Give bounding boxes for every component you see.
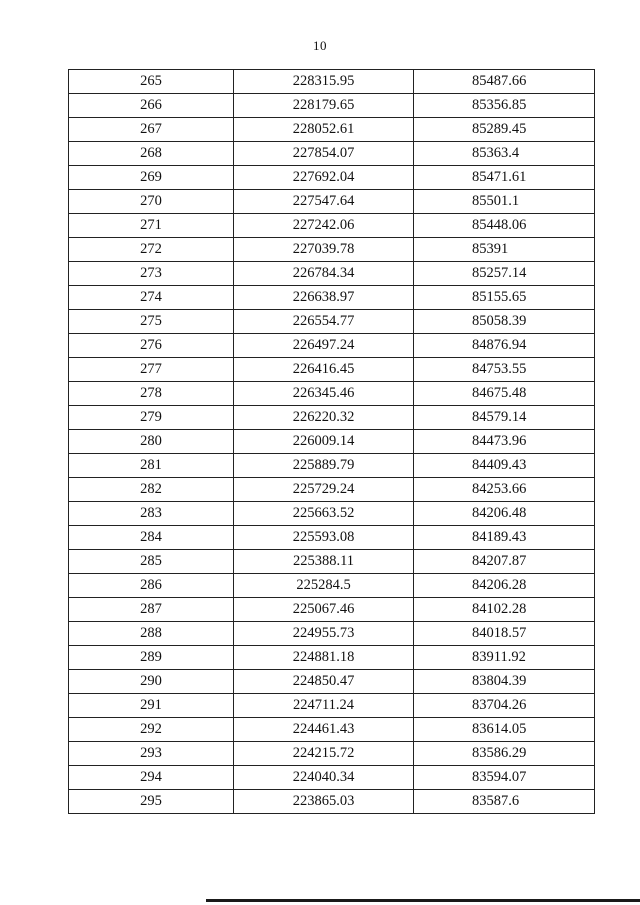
point-number-cell: 272 xyxy=(69,238,234,262)
x-coordinate-cell: 227242.06 xyxy=(234,214,414,238)
table-row xyxy=(69,94,595,118)
y-coordinate-cell: 84207.87 xyxy=(414,550,595,574)
point-number-cell: 288 xyxy=(69,622,234,646)
point-number-cell: 287 xyxy=(69,598,234,622)
point-number-cell: 284 xyxy=(69,526,234,550)
table-row xyxy=(69,622,595,646)
table-row xyxy=(69,166,595,190)
y-coordinate-cell: 85501.1 xyxy=(414,190,595,214)
table-row xyxy=(69,718,595,742)
x-coordinate-cell: 224040.34 xyxy=(234,766,414,790)
point-number-cell: 292 xyxy=(69,718,234,742)
table-row xyxy=(69,454,595,478)
x-coordinate-cell: 228315.95 xyxy=(234,70,414,94)
y-coordinate-cell: 84102.28 xyxy=(414,598,595,622)
page-number: 10 xyxy=(313,38,327,53)
x-coordinate-cell: 226638.97 xyxy=(234,286,414,310)
point-number-cell: 275 xyxy=(69,310,234,334)
table-row xyxy=(69,238,595,262)
point-number-cell: 294 xyxy=(69,766,234,790)
y-coordinate-cell: 85363.4 xyxy=(414,142,595,166)
table-row xyxy=(69,142,595,166)
y-coordinate-cell: 85391 xyxy=(414,238,595,262)
x-coordinate-cell: 226416.45 xyxy=(234,358,414,382)
y-coordinate-cell: 85448.06 xyxy=(414,214,595,238)
point-number-cell: 265 xyxy=(69,70,234,94)
y-coordinate-cell: 85471.61 xyxy=(414,166,595,190)
table-row xyxy=(69,286,595,310)
table-row xyxy=(69,430,595,454)
coordinate-table-container xyxy=(68,69,594,814)
point-number-cell: 270 xyxy=(69,190,234,214)
x-coordinate-cell: 225284.5 xyxy=(234,574,414,598)
x-coordinate-cell: 228179.65 xyxy=(234,94,414,118)
y-coordinate-cell: 84876.94 xyxy=(414,334,595,358)
table-row xyxy=(69,262,595,286)
y-coordinate-cell: 83586.29 xyxy=(414,742,595,766)
y-coordinate-cell: 83614.05 xyxy=(414,718,595,742)
x-coordinate-cell: 224461.43 xyxy=(234,718,414,742)
table-row xyxy=(69,118,595,142)
point-number-cell: 277 xyxy=(69,358,234,382)
point-number-cell: 286 xyxy=(69,574,234,598)
x-coordinate-cell: 225729.24 xyxy=(234,478,414,502)
point-number-cell: 276 xyxy=(69,334,234,358)
y-coordinate-cell: 85257.14 xyxy=(414,262,595,286)
table-row xyxy=(69,214,595,238)
coordinate-table xyxy=(68,69,595,814)
point-number-cell: 269 xyxy=(69,166,234,190)
point-number-cell: 290 xyxy=(69,670,234,694)
point-number-cell: 289 xyxy=(69,646,234,670)
y-coordinate-cell: 83911.92 xyxy=(414,646,595,670)
x-coordinate-cell: 227547.64 xyxy=(234,190,414,214)
x-coordinate-cell: 224711.24 xyxy=(234,694,414,718)
point-number-cell: 291 xyxy=(69,694,234,718)
bottom-rule xyxy=(206,899,640,902)
y-coordinate-cell: 84753.55 xyxy=(414,358,595,382)
y-coordinate-cell: 84675.48 xyxy=(414,382,595,406)
x-coordinate-cell: 225889.79 xyxy=(234,454,414,478)
table-row xyxy=(69,550,595,574)
y-coordinate-cell: 83587.6 xyxy=(414,790,595,814)
table-row xyxy=(69,406,595,430)
y-coordinate-cell: 85155.65 xyxy=(414,286,595,310)
x-coordinate-cell: 226554.77 xyxy=(234,310,414,334)
x-coordinate-cell: 227039.78 xyxy=(234,238,414,262)
point-number-cell: 283 xyxy=(69,502,234,526)
point-number-cell: 285 xyxy=(69,550,234,574)
point-number-cell: 278 xyxy=(69,382,234,406)
x-coordinate-cell: 226497.24 xyxy=(234,334,414,358)
table-row xyxy=(69,790,595,814)
x-coordinate-cell: 226009.14 xyxy=(234,430,414,454)
x-coordinate-cell: 226345.46 xyxy=(234,382,414,406)
point-number-cell: 295 xyxy=(69,790,234,814)
table-row xyxy=(69,190,595,214)
table-row xyxy=(69,670,595,694)
table-row xyxy=(69,766,595,790)
table-row xyxy=(69,310,595,334)
point-number-cell: 267 xyxy=(69,118,234,142)
point-number-cell: 266 xyxy=(69,94,234,118)
y-coordinate-cell: 84189.43 xyxy=(414,526,595,550)
point-number-cell: 279 xyxy=(69,406,234,430)
y-coordinate-cell: 84473.96 xyxy=(414,430,595,454)
y-coordinate-cell: 85356.85 xyxy=(414,94,595,118)
y-coordinate-cell: 83594.07 xyxy=(414,766,595,790)
table-row xyxy=(69,646,595,670)
point-number-cell: 293 xyxy=(69,742,234,766)
x-coordinate-cell: 224215.72 xyxy=(234,742,414,766)
y-coordinate-cell: 85289.45 xyxy=(414,118,595,142)
y-coordinate-cell: 84409.43 xyxy=(414,454,595,478)
y-coordinate-cell: 84579.14 xyxy=(414,406,595,430)
table-row xyxy=(69,70,595,94)
table-row xyxy=(69,526,595,550)
x-coordinate-cell: 226220.32 xyxy=(234,406,414,430)
y-coordinate-cell: 83804.39 xyxy=(414,670,595,694)
point-number-cell: 281 xyxy=(69,454,234,478)
table-row xyxy=(69,382,595,406)
y-coordinate-cell: 84206.28 xyxy=(414,574,595,598)
table-row xyxy=(69,598,595,622)
table-row xyxy=(69,502,595,526)
x-coordinate-cell: 225593.08 xyxy=(234,526,414,550)
x-coordinate-cell: 227854.07 xyxy=(234,142,414,166)
table-row xyxy=(69,574,595,598)
point-number-cell: 280 xyxy=(69,430,234,454)
table-row xyxy=(69,334,595,358)
x-coordinate-cell: 226784.34 xyxy=(234,262,414,286)
x-coordinate-cell: 225067.46 xyxy=(234,598,414,622)
x-coordinate-cell: 224850.47 xyxy=(234,670,414,694)
y-coordinate-cell: 85487.66 xyxy=(414,70,595,94)
point-number-cell: 282 xyxy=(69,478,234,502)
x-coordinate-cell: 225388.11 xyxy=(234,550,414,574)
table-row xyxy=(69,742,595,766)
point-number-cell: 268 xyxy=(69,142,234,166)
y-coordinate-cell: 84253.66 xyxy=(414,478,595,502)
x-coordinate-cell: 228052.61 xyxy=(234,118,414,142)
y-coordinate-cell: 84206.48 xyxy=(414,502,595,526)
y-coordinate-cell: 83704.26 xyxy=(414,694,595,718)
x-coordinate-cell: 227692.04 xyxy=(234,166,414,190)
point-number-cell: 271 xyxy=(69,214,234,238)
table-row xyxy=(69,694,595,718)
y-coordinate-cell: 85058.39 xyxy=(414,310,595,334)
point-number-cell: 274 xyxy=(69,286,234,310)
point-number-cell: 273 xyxy=(69,262,234,286)
y-coordinate-cell: 84018.57 xyxy=(414,622,595,646)
table-row xyxy=(69,478,595,502)
x-coordinate-cell: 225663.52 xyxy=(234,502,414,526)
table-row xyxy=(69,358,595,382)
x-coordinate-cell: 223865.03 xyxy=(234,790,414,814)
x-coordinate-cell: 224881.18 xyxy=(234,646,414,670)
coordinate-table-body xyxy=(69,70,595,814)
x-coordinate-cell: 224955.73 xyxy=(234,622,414,646)
